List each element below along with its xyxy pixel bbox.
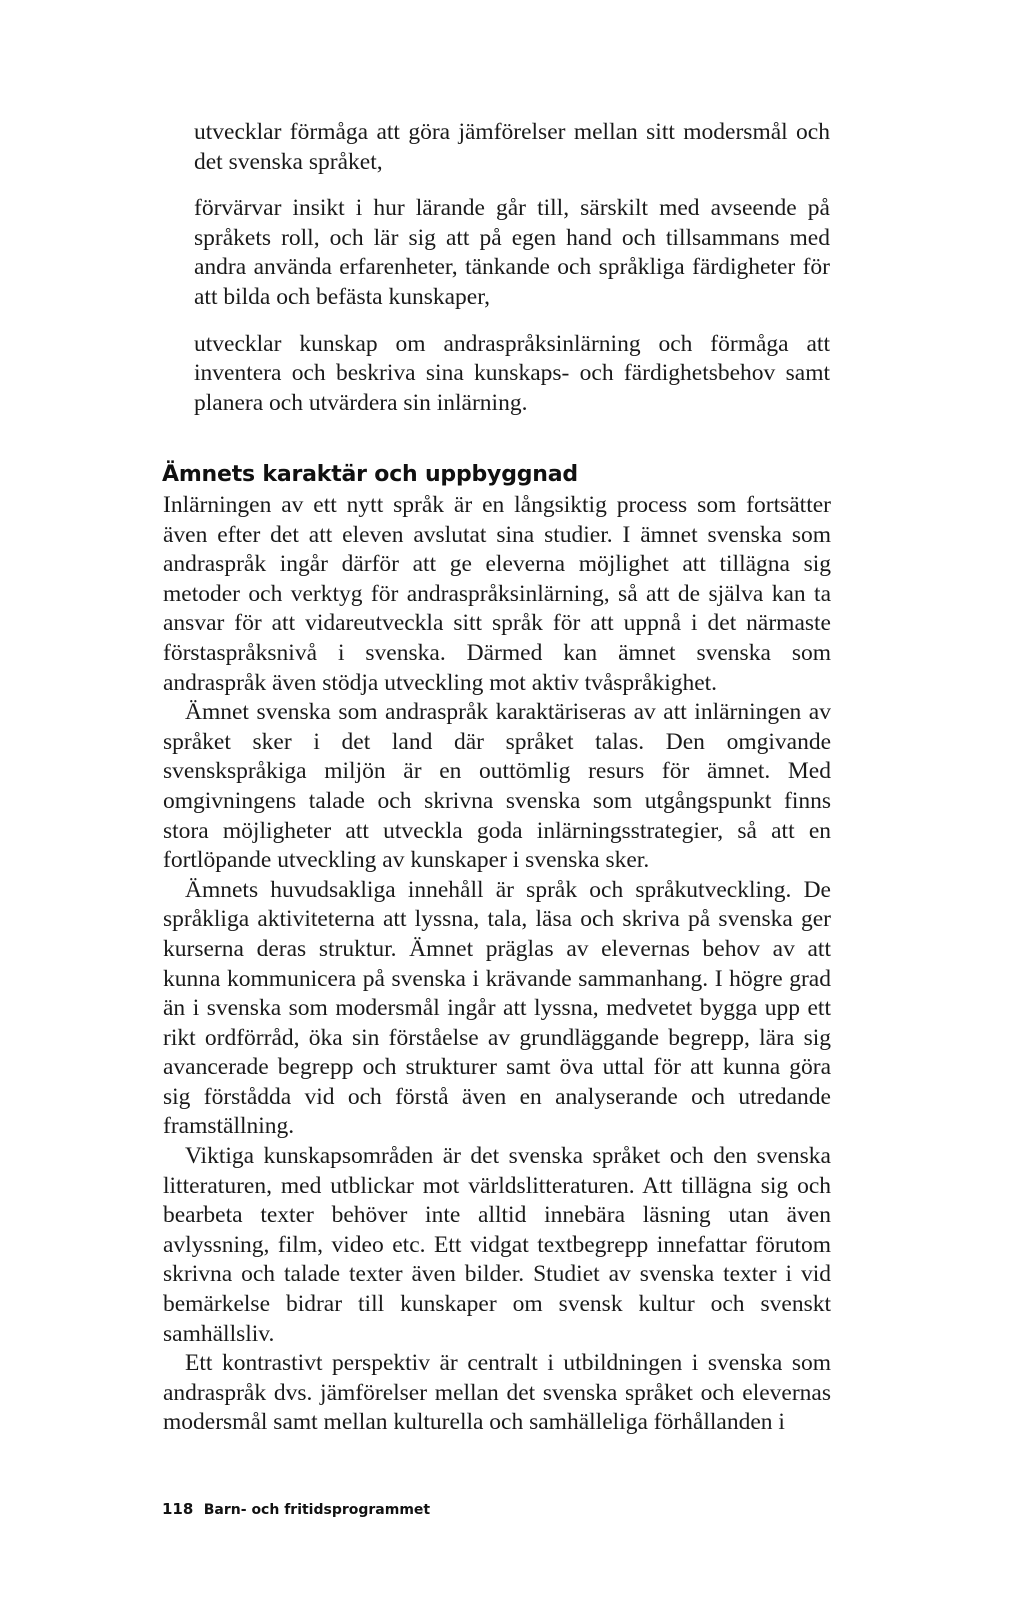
- goal-list: [194, 118, 830, 435]
- body-paragraph: Viktiga kunskapsområden är det svenska språket och den svenska litteraturen, med utblickar mot världslitteraturen. Att tillägna sig och bearbeta texter behöver inte alltid innebära läsning utan även avlyssning, film, video etc. Ett vidgat textbegrepp innefattar förutom skrivna och talade texter även bilder. Studiet av svenska texter i vid bemärkelse bidrar till kunskaper om svensk kultur och svenskt samhällsliv.: [163, 1143, 831, 1347]
- goal-item: förvärvar insikt i hur lärande går till, särskilt med avseende på språkets roll, och lär sig att på egen hand och tillsammans med andra använda erfarenheter, tänkande och språkliga färdigheter för att bilda och befästa kunskaper,: [194, 195, 830, 310]
- body-paragraph: Ett kontrastivt perspektiv är centralt i utbildningen i svenska som andraspråk dvs. jämförelser mellan det svenska språket och elevernas modersmål samt mellan kulturella och samhälleliga förhållanden i: [163, 1350, 831, 1436]
- footer-title: Barn- och fritidsprogrammet: [203, 1502, 431, 1518]
- body-paragraph: Ämnet svenska som andraspråk karaktäriseras av att inlärningen av språket sker i det land där språket talas. Den omgivande svenskspråkiga miljön är en outtömlig resurs för ämnet. Med omgivningens talade och skrivna svenska som utgångspunkt finns stora möjligheter att utveckla goda inlärningsstrategier, så att en fortlöpande utveckling av kunskaper i svenska sker.: [163, 699, 831, 874]
- page-number: 118: [162, 1500, 194, 1518]
- goal-item: utvecklar kunskap om andraspråksinlärning och förmåga att inventera och beskriva sina kunskaps- och färdighetsbehov samt planera och utvärdera sin inlärning.: [194, 330, 830, 416]
- section-heading: Ämnets karaktär och uppbyggnad: [162, 462, 578, 487]
- goal-item: utvecklar förmåga att göra jämförelser mellan sitt modersmål och det svenska språket,: [194, 119, 830, 175]
- page-footer: [162, 1500, 430, 1519]
- body-paragraph: Inlärningen av ett nytt språk är en långsiktig process som fortsätter även efter det att eleven avslutat sina studier. I ämnet svenska som andraspråk ingår därför att ge eleverna möjlighet att tillägna sig metoder och verktyg för andraspråksinlärning, så att de själva kan ta ansvar för att vidareutveckla sitt språk för att uppnå i det närmaste förstaspråksnivå i svenska. Därmed kan ämnet svenska som andraspråk även stödja utveckling mot aktiv tvåspråkighet.: [163, 492, 831, 696]
- body-paragraph: Ämnets huvudsakliga innehåll är språk och språkutveckling. De språkliga aktiviteterna att lyssna, tala, läsa och skriva på svenska ger kurserna deras struktur. Ämnet präglas av elevernas behov av att kunna kommunicera på svenska i krävande sammanhang. I högre grad än i svenska som modersmål ingår att lyssna, medvetet bygga upp ett rikt ordförråd, öka sin förståelse av grundläggande begrepp, lära sig avancerade begrepp och strukturer samt öva uttal för att kunna göra sig förstådda vid och förstå även en analyserande och utredande framställning.: [163, 876, 831, 1140]
- section-body: [163, 491, 831, 1438]
